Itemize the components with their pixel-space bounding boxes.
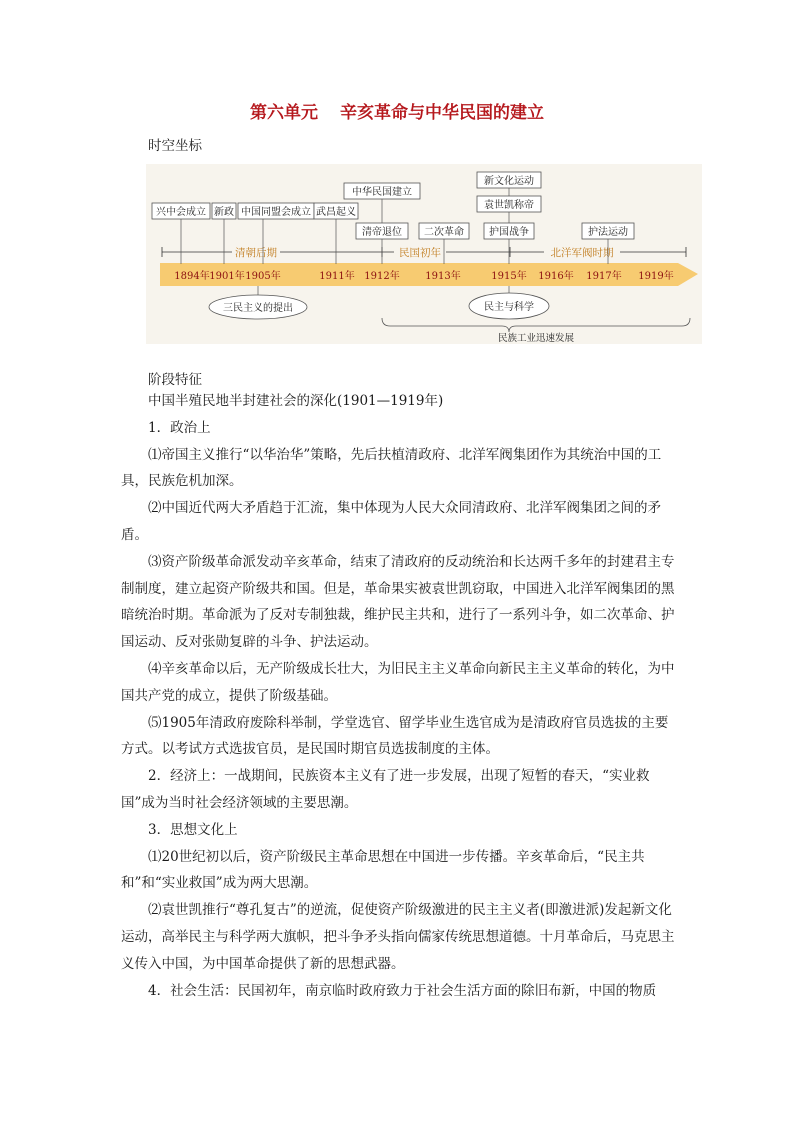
year-label-1911: 1911年 [319,271,355,282]
paragraph: ⑵袁世凯推行“尊孔复古”的逆流，促使资产阶级激进的民主主义者(即激进派)发起新文化运动，高举民主与科学两大旗帜，把斗争矛头指向儒家传统思想道德。十月革命后，马克思主义传入中国，为中国革命提供了新的思想武器。 [121,902,675,972]
paragraph: ⑸1905年清政府废除科举制，学堂选官、留学毕业生选官成为是清政府官员选拔的主要方式。以考试方式选拔官员，是民国时期官员选拔制度的主体。 [121,714,669,758]
section-label-features: 阶段特征 [148,372,202,388]
period-label-qing: 清朝后期 [235,247,277,259]
event-label: 新文化运动 [484,176,534,187]
year-label-1916: 1916年 [538,271,574,282]
event-label: 中华民国建立 [352,187,412,198]
bracket-label: 民族工业迅速发展 [497,333,575,344]
paragraph: ⑷辛亥革命以后，无产阶级成长壮大，为旧民主主义革命向新民主主义革命的转化，为中国共产党的成立，提供了阶级基础。 [121,660,675,704]
paragraph: ⑴20世纪初以后，资产阶级民主革命思想在中国进一步传播。辛亥革命后，“民主共和”和“实业救国”成为两大思潮。 [121,848,645,892]
event-label: 清帝退位 [362,227,402,238]
paragraph: ⑴帝国主义推行“以华治华”策略，先后扶植清政府、北洋军阀集团作为其统治中国的工具，民族危机加深。 [121,446,662,490]
heading-economy: 2．经济上：一战期间，民族资本主义有了进一步发展，出现了短暂的春天，“实业救国”成为当时社会经济领域的主要思潮。 [121,768,650,811]
year-label-1919: 1919年 [638,271,674,282]
paragraph: ⑶资产阶级革命派发动辛亥革命，结束了清政府的反动统治和长达两千多年的封建君主专制制度，建立起资产阶级共和国。但是，革命果实被袁世凯窃取，中国进入北洋军阀集团的黑暗统治时期。革命派为了反对专制独裁，维护民主共和，进行了一系列斗争，如二次革命、护国运动、反对张勋复辟的斗争、护法运动。 [121,553,675,651]
paragraph: ⑵中国近代两大矛盾趋于汇流，集中体现为人民大众同清政府、北洋军阀集团之间的矛盾。 [121,500,661,543]
event-label: 兴中会成立 [156,207,206,218]
oval-label-democracy-science: 民主与科学 [484,302,534,313]
heading-society: 4．社会生活：民国初年，南京临时政府致力于社会生活方面的除旧布新，中国的物质 [148,982,657,999]
year-label-1917: 1917年 [586,271,622,282]
unit-number: 第六单元 [250,103,318,123]
event-label: 中国同盟会成立 [241,207,311,218]
year-label-1894: 1894年 [174,271,210,282]
year-label-1901: 1901年 [209,271,245,282]
event-label: 护国战争 [489,227,529,238]
page-title [0,98,794,123]
unit-title: 辛亥革命与中华民国的建立 [340,103,544,123]
year-label-1915: 1915年 [491,271,527,282]
timeline-diagram [146,164,702,344]
period-label-minguo: 民国初年 [399,247,441,259]
event-label: 二次革命 [424,227,464,238]
oval-label-sanmin: 三民主义的提出 [223,303,293,314]
section-label-timeline: 时空坐标 [148,138,202,154]
event-label: 护法运动 [588,227,628,238]
period-label-beiyang: 北洋军阀时期 [550,247,614,259]
year-label-1905: 1905年 [245,271,281,282]
heading-politics: 1．政治上 [148,419,211,436]
heading-culture: 3．思想文化上 [148,821,238,838]
event-label: 武昌起义 [316,207,356,218]
event-label: 新政 [214,207,234,218]
year-label-1912: 1912年 [364,271,400,282]
event-label: 袁世凯称帝 [484,200,534,211]
body-text [121,388,677,1004]
year-label-1913: 1913年 [425,271,461,282]
subtitle: 中国半殖民地半封建社会的深化(1901—1919年) [148,393,444,409]
